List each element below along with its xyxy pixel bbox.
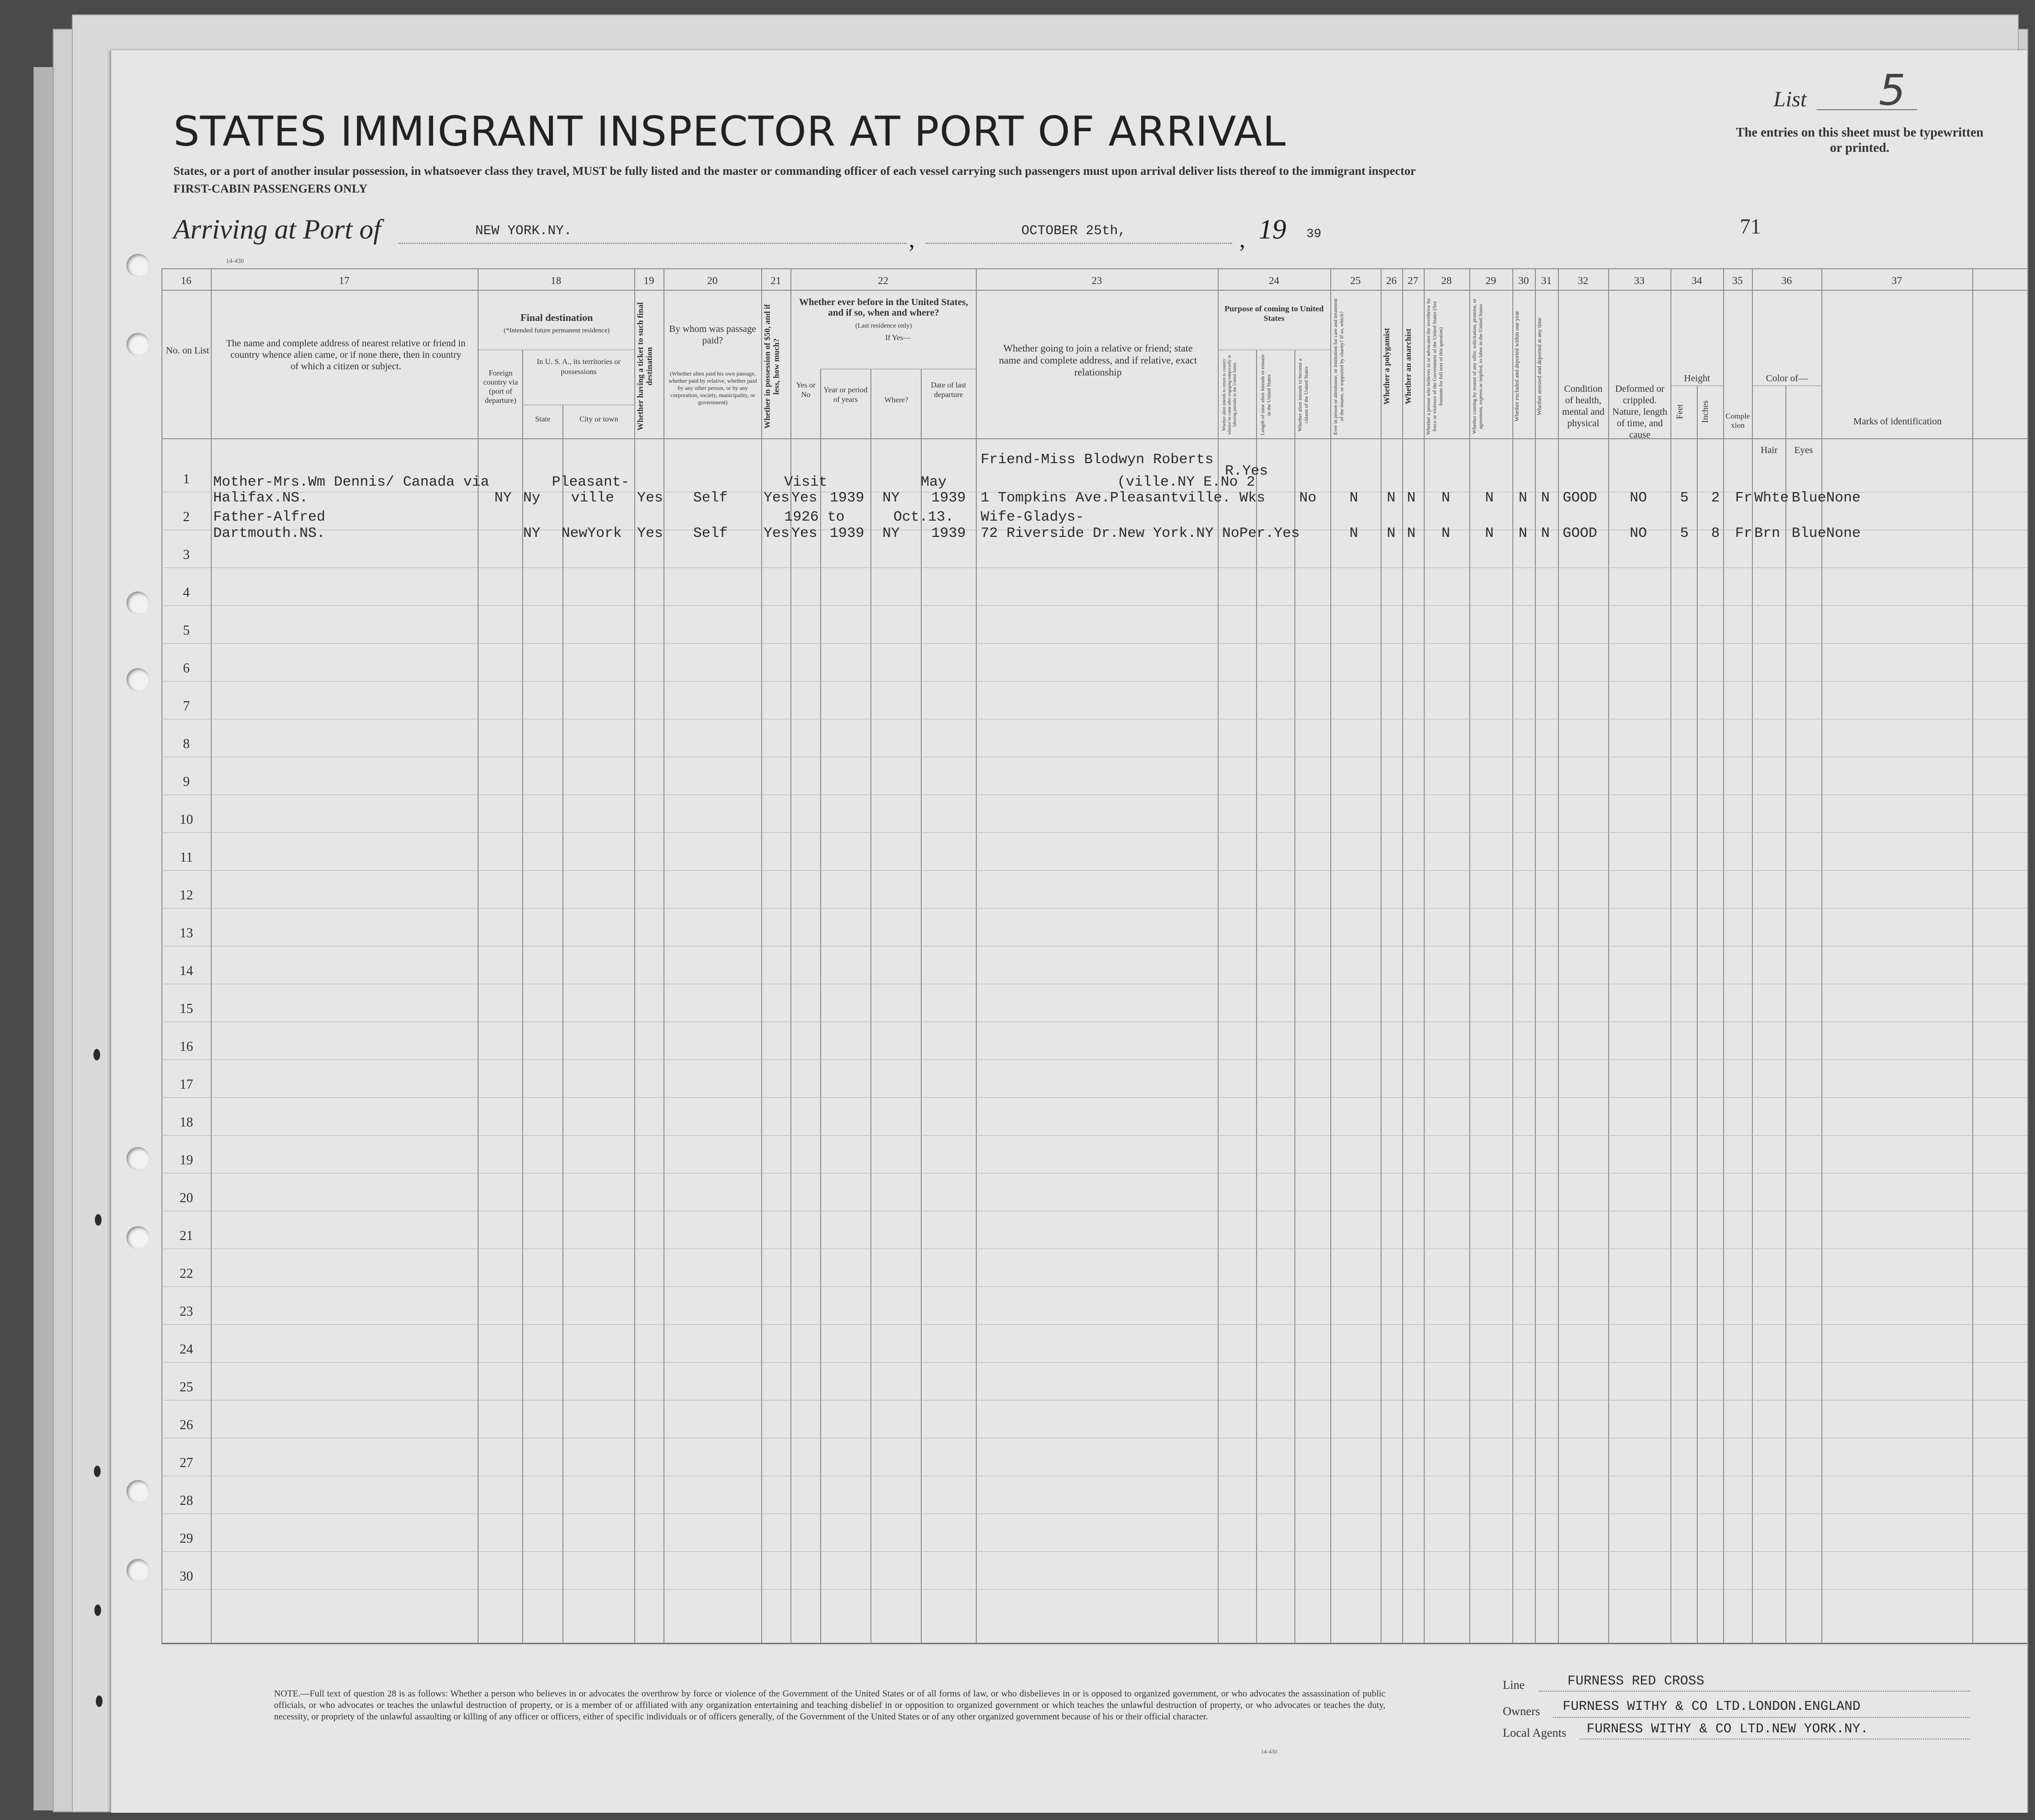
col-number-16: 16 xyxy=(181,274,192,286)
binder-hole xyxy=(126,668,149,691)
r2-month: Oct.13. xyxy=(893,509,954,525)
row-number: 24 xyxy=(180,1342,193,1357)
r2-q31: N xyxy=(1541,525,1550,542)
entries-note: The entries on this sheet must be typewritten or printed. xyxy=(1736,125,1984,155)
r2-health: GOOD xyxy=(1563,525,1598,542)
r2-relative-line2: Dartmouth.NS. xyxy=(213,525,326,542)
col-number-33: 33 xyxy=(1634,274,1645,286)
col-number-31: 31 xyxy=(1541,274,1552,286)
col-line xyxy=(1608,268,1609,1643)
port-value: NEW YORK.NY. xyxy=(475,224,572,239)
header-ticket: Whether having a ticket to such final destination xyxy=(636,302,654,431)
r1-friend-line2: R.Yes xyxy=(1225,463,1269,479)
col-line xyxy=(921,369,922,1643)
col-line xyxy=(1402,268,1403,1643)
header-city: City or town xyxy=(579,415,618,423)
r1-foreign: NY xyxy=(494,490,512,506)
r2-q26: N xyxy=(1387,525,1396,542)
owners-label: Owners xyxy=(1503,1705,1540,1718)
binder-hole xyxy=(126,1480,149,1503)
year-suffix: 39 xyxy=(1306,227,1322,241)
edge-nick xyxy=(93,1049,100,1060)
row-number: 2 xyxy=(183,510,190,524)
r2-ticket: Yes xyxy=(637,525,663,542)
binder-hole xyxy=(126,592,149,614)
col-number-30: 30 xyxy=(1518,274,1529,286)
header-final-destination-sub: (*Intended future permanent residence) xyxy=(503,327,610,334)
col-number-25: 25 xyxy=(1350,274,1361,286)
r1-feet: 5 xyxy=(1680,490,1689,506)
col-number-32: 32 xyxy=(1578,274,1589,286)
header-relative-address: The name and complete address of nearest relative or friend in country whence alien came, or if none there, then in country of which a citizen or subject. xyxy=(226,338,466,372)
col-line xyxy=(211,268,212,1643)
cabin-class: FIRST-CABIN PASSENGERS ONLY xyxy=(173,182,367,195)
r1-q31: N xyxy=(1541,490,1550,506)
col-line xyxy=(1512,268,1513,1643)
col-line xyxy=(1670,268,1671,1643)
col-line xyxy=(1785,386,1786,1643)
col-line xyxy=(1330,268,1331,1643)
header-ever-before-sub: (Last residence only) xyxy=(855,322,912,330)
row-number: 10 xyxy=(180,812,193,827)
r1-q29: N xyxy=(1485,490,1494,506)
line-underline xyxy=(1539,1691,1970,1692)
r1-deformed: NO xyxy=(1630,490,1647,506)
row-number: 18 xyxy=(180,1115,193,1130)
header-marks: Marks of identification xyxy=(1853,416,1942,427)
row-divider xyxy=(161,1589,2027,1590)
row-divider xyxy=(161,1286,2027,1287)
header-feet: Feet xyxy=(1675,404,1684,420)
row-number: 12 xyxy=(180,888,193,903)
r1-relative-line2: Halifax.NS. xyxy=(213,490,309,506)
header-color-of: Color of— xyxy=(1766,373,1808,384)
col-number-34: 34 xyxy=(1692,274,1702,286)
row-number: 15 xyxy=(180,1001,193,1016)
comma: , xyxy=(909,226,915,252)
col-line xyxy=(1535,268,1536,1643)
row-number: 17 xyxy=(180,1077,193,1092)
col-number-22: 22 xyxy=(878,274,889,286)
r1-inches: 2 xyxy=(1711,490,1720,506)
header-year: Year or period of years xyxy=(823,386,868,404)
col-number-17: 17 xyxy=(339,274,350,286)
row-divider xyxy=(161,870,2027,871)
table-top-border xyxy=(161,268,2027,269)
col-line xyxy=(1972,268,1973,1643)
col-number-20: 20 xyxy=(707,274,718,286)
col-line xyxy=(522,350,523,1643)
header-if-yes: If Yes— xyxy=(885,334,911,342)
r2-deformed: NO xyxy=(1630,525,1647,542)
row-number: 6 xyxy=(183,661,190,676)
page-title: STATES IMMIGRANT INSPECTOR AT PORT OF ARRIVAL xyxy=(173,108,1286,156)
col-line xyxy=(663,268,664,1643)
form-code-bottom: 14-430 xyxy=(1261,1748,1277,1755)
header-arrested: Whether arrested and deported at any time xyxy=(1536,318,1543,415)
r2-fifty: Yes xyxy=(764,525,790,542)
row-number: 20 xyxy=(180,1191,193,1206)
header-overthrow: Whether a person who believes in or advocates the overthrow by force or violence of the Government of the United States (See footnote for full text of this question) xyxy=(1426,298,1444,435)
r2-hair: Brn xyxy=(1754,525,1781,542)
r1-q27: N xyxy=(1407,490,1416,506)
r1-visit: Visit xyxy=(784,474,828,490)
row-number: 22 xyxy=(180,1266,193,1281)
r1-fifty: Yes xyxy=(764,490,790,506)
r1-paid: Self xyxy=(693,490,728,506)
col-line xyxy=(1424,268,1425,1643)
row-number: 7 xyxy=(183,699,190,714)
header-passage-paid-sub: (Whether alien paid his own passage, whether paid by relative, whether paid by any other person, or by any corporation, society, municipality, or government) xyxy=(668,370,757,406)
header-in-usa: In U. S. A., its territories or possessions xyxy=(537,358,621,376)
row-divider xyxy=(161,1097,2027,1098)
row-divider xyxy=(161,1513,2027,1514)
col-line xyxy=(1381,268,1382,1643)
subtitle: States, or a port of another insular possession, in whatsoever class they travel, MUST be fully listed and the master or commanding officer of each vessel carrying such passengers must upon arrival deliver lists thereof to the immigrant inspector xyxy=(173,165,1416,178)
r2-year-line2: 1939 xyxy=(830,525,865,542)
agents-underline xyxy=(1579,1739,1970,1740)
r2-q25: N xyxy=(1349,525,1359,542)
comma: , xyxy=(1239,226,1246,252)
r2-marks: None xyxy=(1826,525,1861,542)
date-value: OCTOBER 25th, xyxy=(1021,224,1126,239)
row-number: 16 xyxy=(180,1039,193,1054)
col-line xyxy=(870,369,871,1643)
row-number: 28 xyxy=(180,1493,193,1508)
r1-health: GOOD xyxy=(1563,490,1598,506)
r2-feet: 5 xyxy=(1680,525,1689,542)
r2-q28: N xyxy=(1441,525,1451,542)
list-label: List xyxy=(1773,87,1807,111)
r1-complexion: Fr xyxy=(1735,490,1753,506)
header-polygamist: Whether a polygamist xyxy=(1382,328,1391,405)
col-number-24: 24 xyxy=(1269,274,1280,286)
agents-label: Local Agents xyxy=(1503,1727,1566,1740)
table-bottom-border xyxy=(161,1643,2027,1644)
col-line xyxy=(1723,268,1724,1643)
r1-citizen: No xyxy=(1299,490,1317,506)
row-number: 13 xyxy=(180,926,193,941)
header-hair: Hair xyxy=(1761,445,1778,455)
r1-q30: N xyxy=(1519,490,1528,506)
r1-where: NY xyxy=(882,490,900,506)
r1-friend-line4: 1 Tompkins Ave.Pleasantville. Wks xyxy=(981,490,1266,506)
col-number-21: 21 xyxy=(770,274,781,286)
header-height: Height xyxy=(1684,373,1710,384)
row-number: 29 xyxy=(180,1531,193,1546)
header-eyes: Eyes xyxy=(1794,445,1813,455)
list-number: 5 xyxy=(1879,66,1906,115)
r1-depart: 1939 xyxy=(931,490,966,506)
row-number: 27 xyxy=(180,1456,193,1470)
header-ever-before: Whether ever before in the United States, and if so, when and where? xyxy=(799,297,968,318)
col-number-23: 23 xyxy=(1091,274,1102,286)
row-number: 14 xyxy=(180,964,193,978)
header-state: State xyxy=(535,415,550,423)
r2-complexion: Fr xyxy=(1735,525,1753,542)
col-line xyxy=(1558,268,1559,1643)
r1-q28: N xyxy=(1441,490,1451,506)
binder-hole xyxy=(126,1147,149,1170)
binder-hole xyxy=(126,333,149,356)
header-list-number: No. on List xyxy=(166,345,209,356)
row-number: 19 xyxy=(180,1153,193,1168)
header-labor-offer: Whether coming by reason of any offer, solicitation, promise, or agreement, express or implied, to labor in the United States xyxy=(1472,298,1484,434)
header-purpose-return: Whether alien intends to return to country whence he came after engaging temporarily in laboring pursuits in the United States xyxy=(1222,355,1237,435)
header-date-departure: Date of last departure xyxy=(931,381,966,399)
header-fifty-dollars: Whether in possession of $50, and if less, how much? xyxy=(763,304,781,429)
row-number: 8 xyxy=(183,737,190,751)
col-line xyxy=(1697,386,1698,1643)
r2-paid: Self xyxy=(693,525,728,542)
col-number-37: 37 xyxy=(1891,274,1902,286)
col-line xyxy=(1752,268,1753,1643)
header-yes-no: Yes or No xyxy=(796,381,816,399)
r2-year-line1: 1926 to xyxy=(784,509,845,525)
header-join-relative: Whether going to join a relative or friend; state name and complete address, and if relative, exact relationship xyxy=(999,342,1197,378)
col-number-29: 29 xyxy=(1486,274,1496,286)
header-foreign-country: Foreign country via (port of departure) xyxy=(483,369,518,405)
r1-month: May xyxy=(921,474,947,490)
header-final-destination: Final destination xyxy=(520,312,593,323)
row-divider xyxy=(161,832,2027,833)
header-prison: Ever in prison or almshouse, or institution for care and treatment of the insane, or supported by charity? If so, which? xyxy=(1333,298,1345,435)
binder-hole xyxy=(126,1559,149,1582)
col-line xyxy=(761,268,762,1643)
col-number-19: 19 xyxy=(643,274,654,286)
footnote-question-28: NOTE.—Full text of question 28 is as follows: Whether a person who believes in or advocates the overthrow by force or violence of the Government of the United States or of all forms of law, or who disbelieves in or is opposed to organized government, or who advocates the assassination of public officials, or who advocates or teaches the unlawful destruction of property, or is a member of or affiliated with any organization entertaining and teaching disbelief in or opposition to organized government or which teaches the unlawful destruction of property, or who advocates or teaches the duty, necessity, or propriety of the unlawful assaulting or killing of any officer or officers, either of specific individuals or of officers generally, of the Government of the United States or of any other organized government because of his or their official character. xyxy=(274,1689,1385,1722)
manifest-sheet xyxy=(111,50,2027,1813)
binder-hole xyxy=(126,254,149,277)
r1-before: Yes xyxy=(791,490,818,506)
header-where: Where? xyxy=(884,396,908,404)
r1-state: Ny xyxy=(523,490,541,506)
r2-depart: 1939 xyxy=(931,525,966,542)
owners-value: FURNESS WITHY & CO LTD.LONDON.ENGLAND xyxy=(1563,1699,1861,1714)
row-number: 21 xyxy=(180,1228,193,1243)
r2-friend-line2: 72 Riverside Dr.New York.NY NoPer.Yes xyxy=(981,525,1300,542)
header-excluded: Whether excluded and deported within one year xyxy=(1513,311,1520,422)
header-bottom-border xyxy=(161,438,2027,439)
row-number: 25 xyxy=(180,1380,193,1395)
edge-nick xyxy=(94,1604,101,1616)
header-complexion: Complexion xyxy=(1726,412,1750,430)
row-number: 4 xyxy=(183,585,190,600)
r1-hair: Whte xyxy=(1754,490,1789,506)
header-purpose-length: Length of time alien intends to remain in the United States xyxy=(1260,354,1272,435)
r1-year: 1939 xyxy=(830,490,865,506)
row-number: 26 xyxy=(180,1418,193,1433)
row-divider xyxy=(161,1362,2027,1363)
header-health: Condition of health, mental and physical xyxy=(1562,384,1605,429)
header-inches: Inches xyxy=(1700,400,1710,423)
r2-relative-line1: Father-Alfred xyxy=(213,509,326,525)
sheet-number: 71 xyxy=(1740,215,1761,238)
col-line xyxy=(161,268,162,1643)
r1-marks: None xyxy=(1826,490,1861,506)
row-divider xyxy=(161,1551,2027,1552)
col-line xyxy=(1294,350,1295,1643)
r2-eyes: Blue xyxy=(1792,525,1827,542)
row-divider xyxy=(161,605,2027,606)
col-number-35: 35 xyxy=(1732,274,1743,286)
row-number: 5 xyxy=(183,623,190,638)
row-divider xyxy=(161,1059,2027,1060)
r2-where: NY xyxy=(882,525,900,542)
port-underline xyxy=(399,243,906,244)
header-anarchist: Whether an anarchist xyxy=(1404,328,1413,405)
edge-nick xyxy=(94,1466,101,1477)
form-code-top: 14-430 xyxy=(226,257,244,264)
row-divider xyxy=(161,681,2027,682)
r2-city: NewYork xyxy=(561,525,622,542)
col-number-28: 28 xyxy=(1441,274,1452,286)
row-divider xyxy=(161,1324,2027,1325)
agents-value: FURNESS WITHY & CO LTD.NEW YORK.NY. xyxy=(1587,1722,1869,1737)
r2-q27: N xyxy=(1407,525,1416,542)
edge-nick xyxy=(95,1214,102,1226)
year-prefix: 19 xyxy=(1258,214,1286,245)
r1-relative-line1: Mother-Mrs.Wm Dennis/ Canada via xyxy=(213,474,490,490)
r2-q30: N xyxy=(1519,525,1528,542)
binder-hole xyxy=(126,1226,149,1249)
col-line xyxy=(634,268,635,1643)
col-line xyxy=(820,369,821,1643)
header-passage-paid: By whom was passage paid? xyxy=(669,324,756,346)
col-number-18: 18 xyxy=(550,274,561,286)
row-number: 11 xyxy=(180,850,193,865)
edge-nick xyxy=(96,1695,103,1707)
r1-ticket: Yes xyxy=(637,490,663,506)
r1-city-line2: ville xyxy=(571,490,615,506)
col-line xyxy=(976,268,977,1643)
r1-friend-line1: Friend-Miss Blodwyn Roberts xyxy=(981,452,1214,468)
r2-state: NY xyxy=(523,525,541,542)
r2-before: Yes xyxy=(791,525,818,542)
row-number: 23 xyxy=(180,1304,193,1319)
row-number: 9 xyxy=(183,774,190,789)
r1-q26: N xyxy=(1387,490,1396,506)
r1-friend-line3: (ville.NY E.No 2 xyxy=(1117,474,1256,490)
line-value: FURNESS RED CROSS xyxy=(1567,1674,1704,1689)
date-underline xyxy=(926,243,1232,244)
row-number: 30 xyxy=(180,1569,193,1584)
line-label: Line xyxy=(1503,1679,1525,1692)
row-number: 1 xyxy=(183,472,190,487)
row-divider xyxy=(161,1135,2027,1136)
header-purpose: Purpose of coming to United States xyxy=(1224,304,1324,323)
header-deformed: Deformed or crippled. Nature, length of time, and cause xyxy=(1612,384,1668,440)
row-number: 3 xyxy=(183,547,190,562)
col-number-26: 26 xyxy=(1386,274,1397,286)
col-number-27: 27 xyxy=(1407,274,1418,286)
row-divider xyxy=(161,908,2027,909)
col-line xyxy=(1821,268,1822,1643)
r1-eyes: Blue xyxy=(1792,490,1827,506)
col-line xyxy=(1469,268,1470,1643)
col-line xyxy=(1256,350,1257,1643)
owners-underline xyxy=(1553,1717,1970,1718)
col-line xyxy=(562,405,563,1643)
r2-inches: 8 xyxy=(1711,525,1720,542)
header-purpose-citizen: Whether alien intends to become a citizen of the United States xyxy=(1297,358,1309,432)
col-number-36: 36 xyxy=(1781,274,1792,286)
r1-q25: N xyxy=(1349,490,1359,506)
column-number-row-border xyxy=(161,290,2027,291)
r1-city-line1: Pleasant- xyxy=(552,474,630,490)
r2-q29: N xyxy=(1485,525,1494,542)
arriving-label: Arriving at Port of xyxy=(173,214,381,245)
r2-friend-line1: Wife-Gladys- xyxy=(981,509,1085,525)
row-divider xyxy=(161,643,2027,644)
